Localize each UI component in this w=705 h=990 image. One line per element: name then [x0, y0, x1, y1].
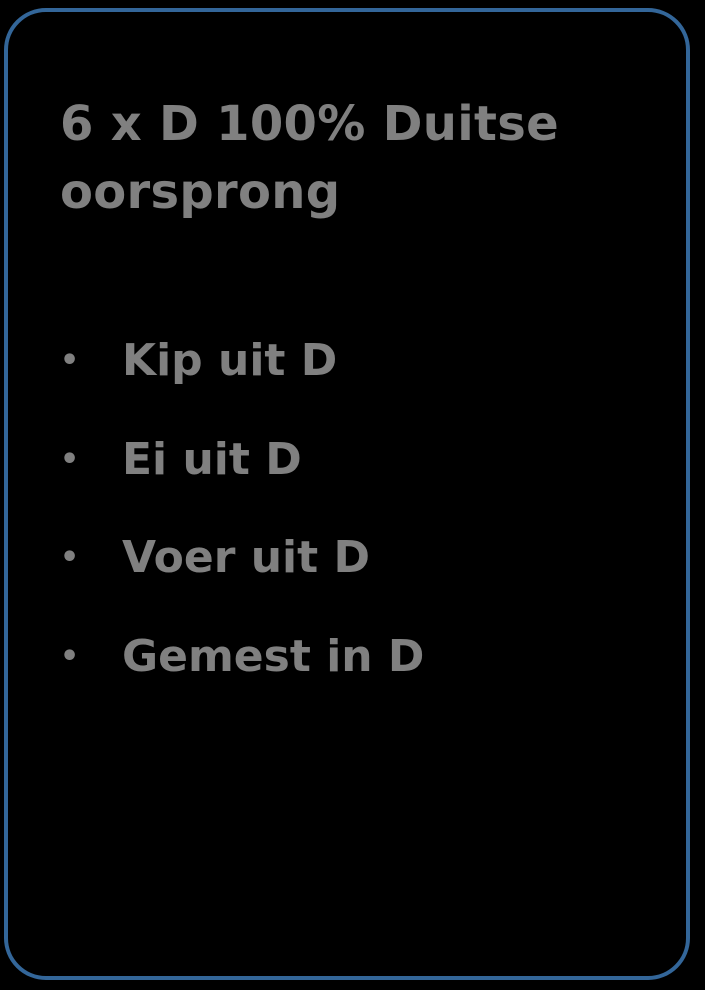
list-item: [60, 532, 646, 584]
list-item-label: Voer uit D: [122, 532, 371, 584]
bullet-point-icon: •: [60, 638, 80, 674]
list-item-label: Gemest in D: [122, 630, 425, 682]
bullet-point-icon: •: [60, 540, 80, 576]
list-item: [60, 335, 646, 387]
list-item-label: Kip uit D: [122, 335, 338, 387]
list-item-label: Ei uit D: [122, 433, 302, 485]
bullet-point-icon: •: [60, 343, 80, 379]
slide-card: [4, 8, 690, 980]
bullet-list: [60, 335, 646, 682]
list-item: [60, 630, 646, 682]
page-title: 6 x D 100% Duitse oorsprong: [60, 96, 559, 221]
slide-content: [60, 90, 646, 732]
bullet-point-icon: •: [60, 441, 80, 477]
list-item: [60, 433, 646, 485]
